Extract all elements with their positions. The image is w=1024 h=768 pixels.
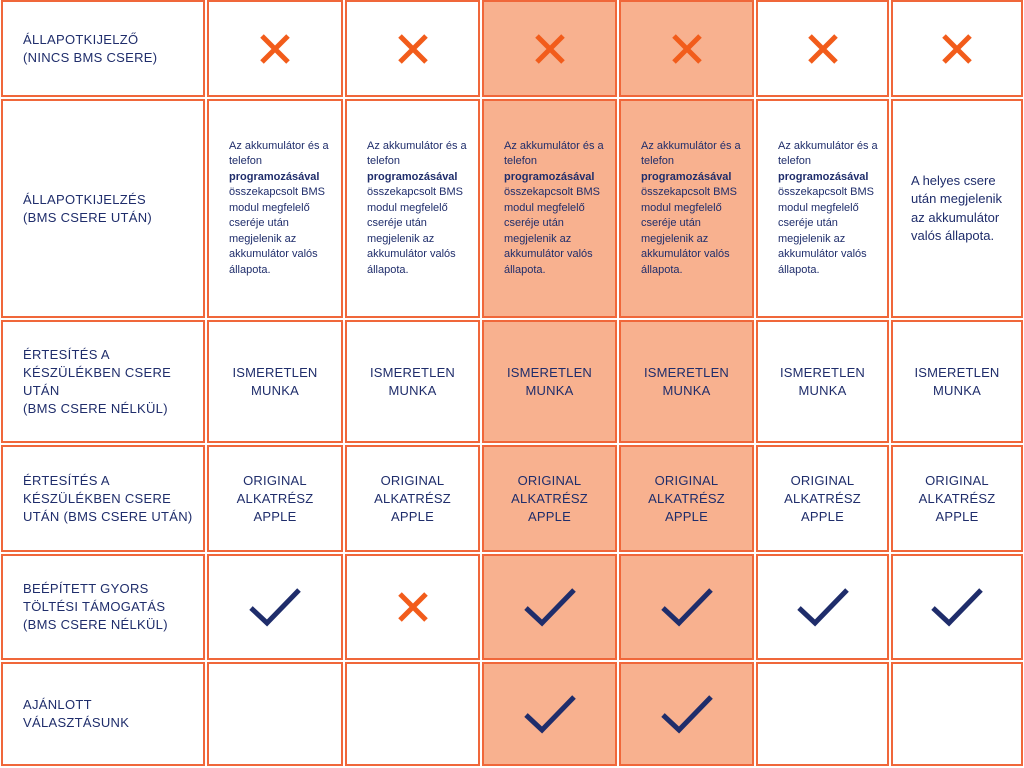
description-emphasis: programozásával: [778, 170, 869, 183]
cell-description: [641, 139, 746, 279]
table-cell: [207, 0, 343, 97]
cross-icon: [396, 32, 430, 66]
description-text: összekapcsolt BMS modul megfelelő cseréje után megjelenik az akkumulátor valós állapota.: [778, 186, 874, 276]
table-cell: [756, 0, 889, 97]
table-cell: [891, 99, 1023, 318]
check-icon: [524, 694, 576, 734]
description-text: összekapcsolt BMS modul megfelelő cseréje után megjelenik az akkumulátor valós állapota.: [367, 186, 463, 276]
table-cell: [345, 554, 480, 660]
table-cell: [345, 0, 480, 97]
check-icon: [661, 694, 713, 734]
table-cell: [619, 320, 754, 443]
row-label: [1, 320, 205, 443]
cross-icon: [806, 32, 840, 66]
description-emphasis: programozásával: [367, 170, 458, 183]
cross-icon: [940, 32, 974, 66]
description-emphasis: programozásával: [504, 170, 595, 183]
cell-description: [229, 139, 335, 279]
description-text: összekapcsolt BMS modul megfelelő cseréje után megjelenik az akkumulátor valós állapota.: [641, 186, 737, 276]
cell-text: ORIGINAL ALKATRÉSZ APPLE: [918, 472, 996, 524]
table-cell: [482, 320, 617, 443]
cell-description: [367, 139, 472, 279]
cell-text: ORIGINAL ALKATRÉSZ APPLE: [511, 472, 588, 524]
table-cell: [756, 662, 889, 766]
row-label-text: AJÁNLOTT VÁLASZTÁSUNK: [23, 697, 130, 730]
cell-description: A helyes csere után megjelenik az akkumulátor valós állapota.: [911, 172, 1003, 243]
cell-description: [504, 139, 609, 279]
cell-text: ORIGINAL ALKATRÉSZ APPLE: [784, 472, 861, 524]
table-cell: [891, 0, 1023, 97]
row-label-text: ÉRTESÍTÉS A KÉSZÜLÉKBEN CSERE UTÁN (BMS CSERE UTÁN): [23, 472, 193, 524]
row-label: [1, 554, 205, 660]
table-cell: [207, 320, 343, 443]
table-cell: [619, 99, 754, 318]
table-cell: [619, 445, 754, 552]
table-cell: [345, 445, 480, 552]
row-label: [1, 0, 205, 97]
description-emphasis: programozásával: [229, 170, 320, 183]
table-cell: [891, 662, 1023, 766]
table-cell: [207, 662, 343, 766]
cell-text: ORIGINAL ALKATRÉSZ APPLE: [648, 472, 725, 524]
description-emphasis: programozásával: [641, 170, 732, 183]
table-cell: [482, 554, 617, 660]
table-cell: [345, 320, 480, 443]
table-cell: [756, 554, 889, 660]
cell-text: ISMERETLEN MUNKA: [369, 364, 456, 398]
description-text: Az akkumulátor és a telefon: [367, 139, 467, 168]
table-cell: [756, 99, 889, 318]
table-cell: [891, 445, 1023, 552]
row-label-text: ÉRTESÍTÉS A KÉSZÜLÉKBEN CSERE UTÁN (BMS CSERE NÉLKÜL): [23, 346, 172, 416]
cell-text: ISMERETLEN MUNKA: [506, 364, 593, 398]
table-cell: [345, 662, 480, 766]
row-label-text: ÁLLAPOTKIJELZÉS (BMS CSERE UTÁN): [23, 191, 153, 225]
cell-text: ORIGINAL ALKATRÉSZ APPLE: [374, 472, 451, 524]
cell-text: ISMERETLEN MUNKA: [232, 364, 318, 398]
table-cell: [207, 445, 343, 552]
row-label: [1, 445, 205, 552]
cell-description: [778, 139, 881, 279]
description-text: Az akkumulátor és a telefon: [641, 139, 741, 168]
table-cell: [207, 99, 343, 318]
table-cell: [756, 320, 889, 443]
table-cell: [619, 554, 754, 660]
row-label-text: ÁLLAPOTKIJELZŐ (NINCS BMS CSERE): [23, 31, 158, 65]
check-icon: [661, 587, 713, 627]
table-cell: [482, 445, 617, 552]
check-icon: [249, 587, 301, 627]
table-cell: [619, 662, 754, 766]
table-cell: [619, 0, 754, 97]
description-text: Az akkumulátor és a telefon: [778, 139, 878, 168]
description-text: összekapcsolt BMS modul megfelelő cseréje után megjelenik az akkumulátor valós állapota.: [229, 186, 325, 276]
table-cell: [756, 445, 889, 552]
table-cell: [891, 554, 1023, 660]
row-label-text: BEÉPÍTETT GYORS TÖLTÉSI TÁMOGATÁS (BMS CSERE NÉLKÜL): [23, 581, 168, 632]
row-label: [1, 99, 205, 318]
description-text: összekapcsolt BMS modul megfelelő cseréje után megjelenik az akkumulátor valós állapota.: [504, 186, 600, 276]
cell-text: ISMERETLEN MUNKA: [914, 364, 1000, 398]
table-cell: [891, 320, 1023, 443]
check-icon: [524, 587, 576, 627]
cell-text: ORIGINAL ALKATRÉSZ APPLE: [236, 472, 314, 524]
description-text: Az akkumulátor és a telefon: [229, 139, 329, 168]
check-icon: [931, 587, 983, 627]
description-text: Az akkumulátor és a telefon: [504, 139, 604, 168]
cross-icon: [670, 32, 704, 66]
row-label: [1, 662, 205, 766]
table-cell: [207, 554, 343, 660]
table-cell: [482, 99, 617, 318]
table-cell: [482, 0, 617, 97]
cross-icon: [396, 590, 430, 624]
check-icon: [797, 587, 849, 627]
cross-icon: [533, 32, 567, 66]
cell-text: ISMERETLEN MUNKA: [779, 364, 866, 398]
cross-icon: [258, 32, 292, 66]
cell-text: ISMERETLEN MUNKA: [643, 364, 730, 398]
table-cell: [345, 99, 480, 318]
table-cell: [482, 662, 617, 766]
